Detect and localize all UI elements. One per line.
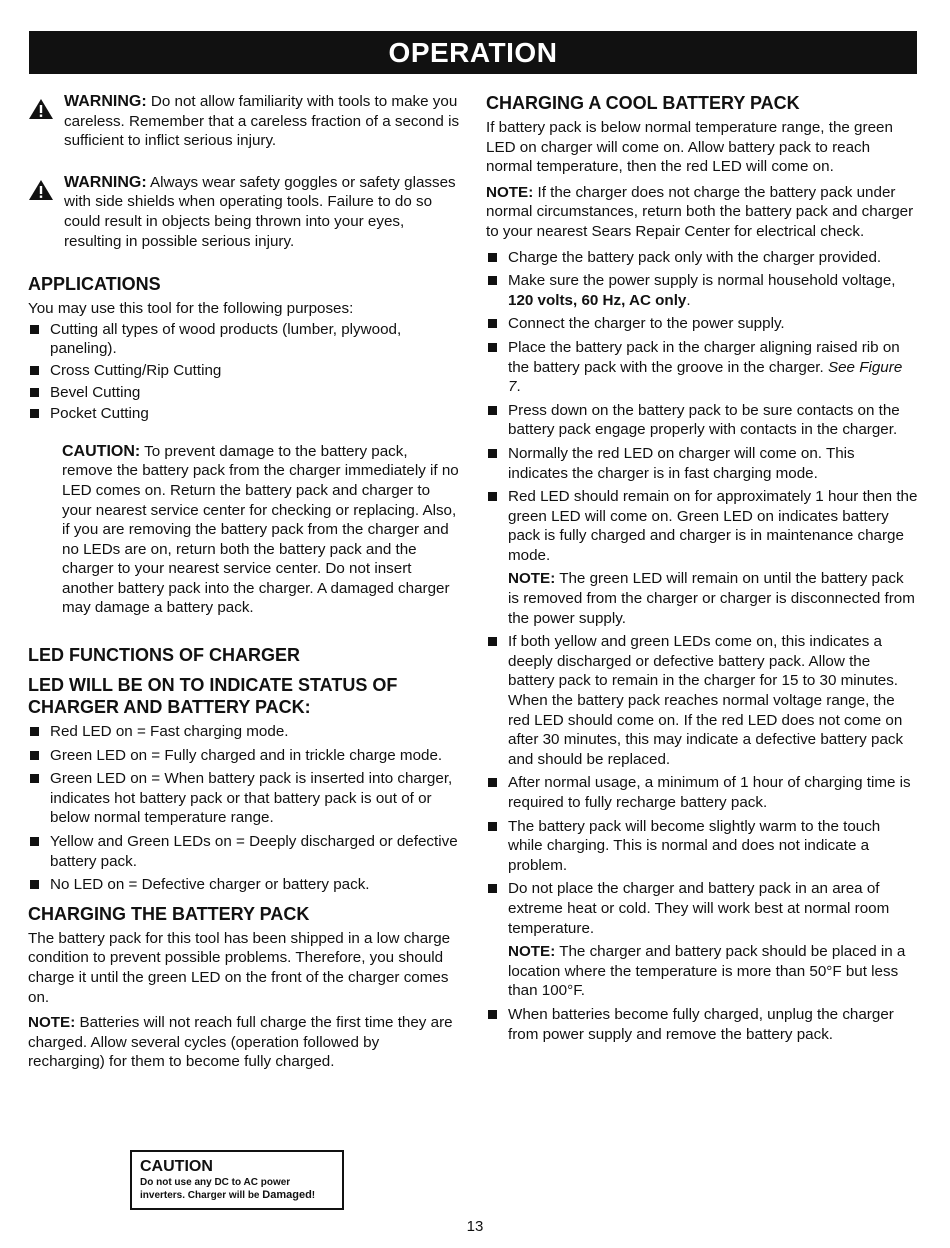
note-text: Batteries will not reach full charge the first time they are charged. Allow several cycles (operation followed by recharging) for them to become fully charged. <box>28 1014 453 1071</box>
list-item: The battery pack will become slightly warm to the touch while charging. This is normal and does not indicate a problem. <box>486 817 918 876</box>
charging-text: The battery pack for this tool has been shipped in a low charge condition to prevent possible problems. Therefore, you should charge it until the green LED on the front of the charger comes on. <box>28 929 451 1006</box>
note-label: NOTE: <box>28 1014 76 1032</box>
applications-intro: You may use this tool for the following purposes: <box>28 300 354 318</box>
list-item: Press down on the battery pack to be sure contacts on the battery pack engage properly with contacts in the charger. <box>486 401 918 440</box>
list-item: Cutting all types of wood products (lumber, plywood, paneling). <box>28 320 460 359</box>
list-item: No LED on = Defective charger or battery pack. <box>28 875 460 895</box>
page-number: 13 <box>466 1218 484 1235</box>
list-item-text: . <box>686 291 691 309</box>
cool-note <box>486 183 918 242</box>
applications-heading: APPLICATIONS <box>28 274 161 295</box>
led-note <box>508 569 918 628</box>
right-column <box>486 92 918 1048</box>
charging-note <box>28 1013 460 1072</box>
section-banner: OPERATION <box>29 31 917 74</box>
warning-text: Do not allow familiarity with tools to make you careless. Remember that a careless fraction of a second is sufficient to inflict serious injury. <box>64 93 460 150</box>
list-item-text: Make sure the power supply is normal household voltage, <box>508 272 896 290</box>
list-item: Green LED on = When battery pack is inserted into charger, indicates hot battery pack or that battery pack is out of or below normal temperature range. <box>28 769 460 828</box>
cool-battery-heading: CHARGING A COOL BATTERY PACK <box>486 93 800 113</box>
note-text: If the charger does not charge the battery pack under normal circumstances, return both the battery pack and charger to your nearest Sears Repair Center for electrical check. <box>486 183 914 240</box>
list-item-text: Place the battery pack in the charger aligning raised rib on the battery pack with the groove in the charger. <box>508 338 900 376</box>
list-item <box>486 338 918 397</box>
caution-box-line: Do not use any DC to AC power <box>140 1177 291 1188</box>
list-item: After normal usage, a minimum of 1 hour of charging time is required to fully recharge battery pack. <box>486 773 918 812</box>
temperature-note <box>508 942 918 1001</box>
charging-steps-list-2 <box>486 632 918 938</box>
list-item: Bevel Cutting <box>28 383 460 403</box>
applications-list <box>28 320 460 424</box>
caution-box <box>130 1150 344 1210</box>
list-item: Connect the charger to the power supply. <box>486 314 918 334</box>
list-item: Cross Cutting/Rip Cutting <box>28 361 460 381</box>
list-item: If both yellow and green LEDs come on, this indicates a deeply discharged or defective battery pack. Allow the battery pack to remain in the charger for 15 to 30 minutes. When the battery pack reaches normal voltage range, the red LED should come on. If the red LED does not come on after 30 minutes, this may indicate a defective battery pack and should be replaced. <box>486 632 918 769</box>
led-functions-heading: LED FUNCTIONS OF CHARGER <box>28 645 300 666</box>
list-item: When batteries become fully charged, unplug the charger from power supply and remove the battery pack. <box>486 1005 918 1044</box>
led-list <box>28 722 460 895</box>
voltage-spec: 120 volts, 60 Hz, AC only <box>508 291 687 309</box>
warning-text: Always wear safety goggles or safety glasses with side shields when operating tools. Failure to do so could result in objects being thrown into your eyes, resulting in possible serious injury. <box>64 173 456 250</box>
charging-heading: CHARGING THE BATTERY PACK <box>28 903 310 924</box>
note-label: NOTE: <box>486 183 534 201</box>
caution-box-text: inverters. Charger will be <box>140 1190 263 1201</box>
caution-text: To prevent damage to the battery pack, remove the battery pack from the charger immediately if no LED comes on. Return the battery pack and charger to your nearest service center for checking or replacing. Also, if you are removing the battery pack from the charger and no LEDs are on, return both the battery pack and the charger to your nearest service center. Do not insert another battery pack into the charger. A damaged charger may damage a battery pack. <box>62 442 459 617</box>
charging-steps-list-3 <box>486 1005 918 1044</box>
list-item: Pocket Cutting <box>28 404 460 424</box>
warning-triangle-icon <box>28 179 54 201</box>
list-item: Charge the battery pack only with the charger provided. <box>486 248 918 268</box>
cool-text: If battery pack is below normal temperature range, the green LED on charger will come on. Allow battery pack to reach normal temperature, then the red LED will come on. <box>486 119 893 176</box>
list-item: Red LED should remain on for approximately 1 hour then the green LED will come on. Green LED on indicates battery pack is fully charged and charger is in maintenance charge mode. <box>486 487 918 565</box>
figure-reference: See Figure 7 <box>508 358 903 396</box>
left-column <box>28 92 460 1078</box>
caution-label: CAUTION: <box>62 442 141 460</box>
caution-box-end: ! <box>311 1190 316 1201</box>
note-text: The charger and battery pack should be placed in a location where the temperature is more than 50°F but less than 100°F. <box>508 943 906 1000</box>
list-item: Red LED on = Fast charging mode. <box>28 722 460 742</box>
warning-1 <box>28 92 460 151</box>
list-item: Yellow and Green LEDs on = Deeply discharged or defective battery pack. <box>28 832 460 871</box>
warning-label: WARNING: <box>64 93 147 110</box>
warning-triangle-icon <box>28 98 54 120</box>
note-label: NOTE: <box>508 943 556 961</box>
note-text: The green LED will remain on until the battery pack is removed from the charger or charger is disconnected from the power supply. <box>508 570 915 627</box>
list-item <box>486 271 918 310</box>
caution-paragraph <box>62 442 460 618</box>
caution-box-line <box>140 1189 334 1202</box>
caution-box-title: CAUTION <box>140 1158 213 1175</box>
list-item: Do not place the charger and battery pack in an area of extreme heat or cold. They will work best at normal room temperature. <box>486 879 918 938</box>
led-status-heading: LED WILL BE ON TO INDICATE STATUS OF CHARGER AND BATTERY PACK: <box>28 675 398 718</box>
list-item: Normally the red LED on charger will come on. This indicates the charger is in fast charging mode. <box>486 444 918 483</box>
list-item: Green LED on = Fully charged and in trickle charge mode. <box>28 746 460 766</box>
list-item-text: . <box>516 378 521 396</box>
warning-label: WARNING: <box>64 173 147 191</box>
warning-2 <box>28 173 460 251</box>
caution-box-emphasis: Damaged <box>262 1189 312 1201</box>
note-label: NOTE: <box>508 570 556 588</box>
charging-steps-list <box>486 248 918 566</box>
